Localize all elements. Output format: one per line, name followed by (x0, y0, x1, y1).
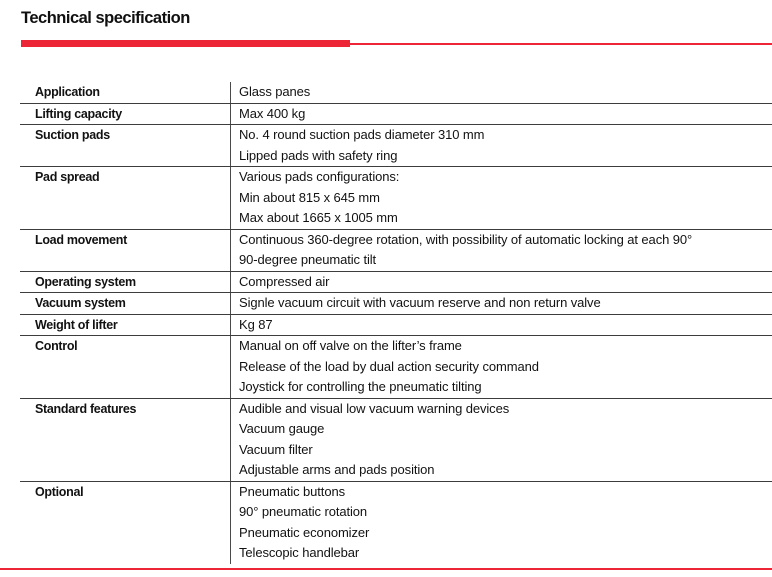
table-row (20, 229, 772, 271)
spec-value-cell (231, 293, 772, 315)
spec-value-line: Joystick for controlling the pneumatic tilting (239, 379, 482, 394)
spec-label: Weight of lifter (20, 314, 231, 336)
spec-value-cell (231, 398, 772, 481)
spec-value-cell (231, 229, 772, 271)
table-row (20, 167, 772, 230)
spec-label: Operating system (20, 271, 231, 293)
spec-value-line: Vacuum gauge (239, 421, 325, 436)
spec-label: Lifting capacity (20, 103, 231, 125)
table-row (20, 125, 772, 167)
page-title: Technical specification (21, 9, 190, 27)
spec-value-line: 90° pneumatic rotation (239, 504, 368, 519)
spec-value-line: 90-degree pneumatic tilt (239, 252, 377, 267)
table-row (20, 336, 772, 399)
spec-value-cell (231, 167, 772, 230)
spec-value-line: Pneumatic economizer (239, 524, 370, 540)
spec-value-line: Signle vacuum circuit with vacuum reserve and non return valve (239, 295, 601, 310)
table-row (20, 398, 772, 481)
spec-table-body (20, 82, 772, 564)
table-row (20, 271, 772, 293)
spec-value-cell (231, 125, 772, 167)
spec-value-line: Continuous 360-degree rotation, with possibility of automatic locking at each 90° (239, 231, 693, 247)
spec-value-line: Max 400 kg (239, 105, 306, 121)
title-underline-thick (21, 40, 350, 47)
spec-label: Load movement (20, 229, 231, 271)
spec-value-line: Pneumatic buttons (239, 483, 345, 499)
spec-value-cell (231, 336, 772, 399)
spec-value-cell (231, 271, 772, 293)
spec-value-line: Various pads configurations: (239, 169, 400, 184)
spec-value-line: Lipped pads with safety ring (239, 147, 398, 163)
spec-label: Vacuum system (20, 293, 231, 315)
spec-label: Optional (35, 484, 84, 499)
spec-value-line: Compressed air (239, 273, 330, 289)
spec-label: Application (20, 82, 231, 103)
spec-label: Suction pads (20, 125, 231, 167)
spec-value-cell (231, 103, 772, 125)
spec-value-cell (231, 82, 772, 103)
spec-value-line: Kg 87 (239, 316, 273, 332)
spec-value-line: Glass panes (239, 84, 311, 99)
table-row (20, 293, 772, 315)
spec-label: Pad spread (20, 167, 231, 230)
spec-value-line: Max about 1665 x 1005 mm (239, 210, 398, 225)
spec-value-line: Manual on off valve on the lifter’s frame (239, 338, 462, 353)
spec-value-cell (231, 314, 772, 336)
spec-table (20, 82, 772, 564)
spec-value-line: Audible and visual low vacuum warning devices (239, 400, 510, 416)
spec-value-line: Telescopic handlebar (239, 545, 360, 560)
table-row (20, 481, 772, 564)
table-row (20, 103, 772, 125)
spec-value-line: No. 4 round suction pads diameter 310 mm (239, 127, 485, 142)
spec-value-line: Adjustable arms and pads position (239, 462, 435, 477)
spec-value-line: Vacuum filter (239, 441, 313, 457)
spec-value-cell (231, 481, 772, 564)
spec-label: Control (20, 336, 231, 399)
title-underline-thin (350, 43, 772, 45)
table-row (20, 82, 772, 103)
spec-value-line: Min about 815 x 645 mm (239, 189, 380, 205)
table-row (20, 314, 772, 336)
bottom-red-rule (0, 568, 772, 570)
spec-value-line: Release of the load by dual action security command (239, 358, 539, 374)
spec-label: Standard features (20, 398, 231, 481)
